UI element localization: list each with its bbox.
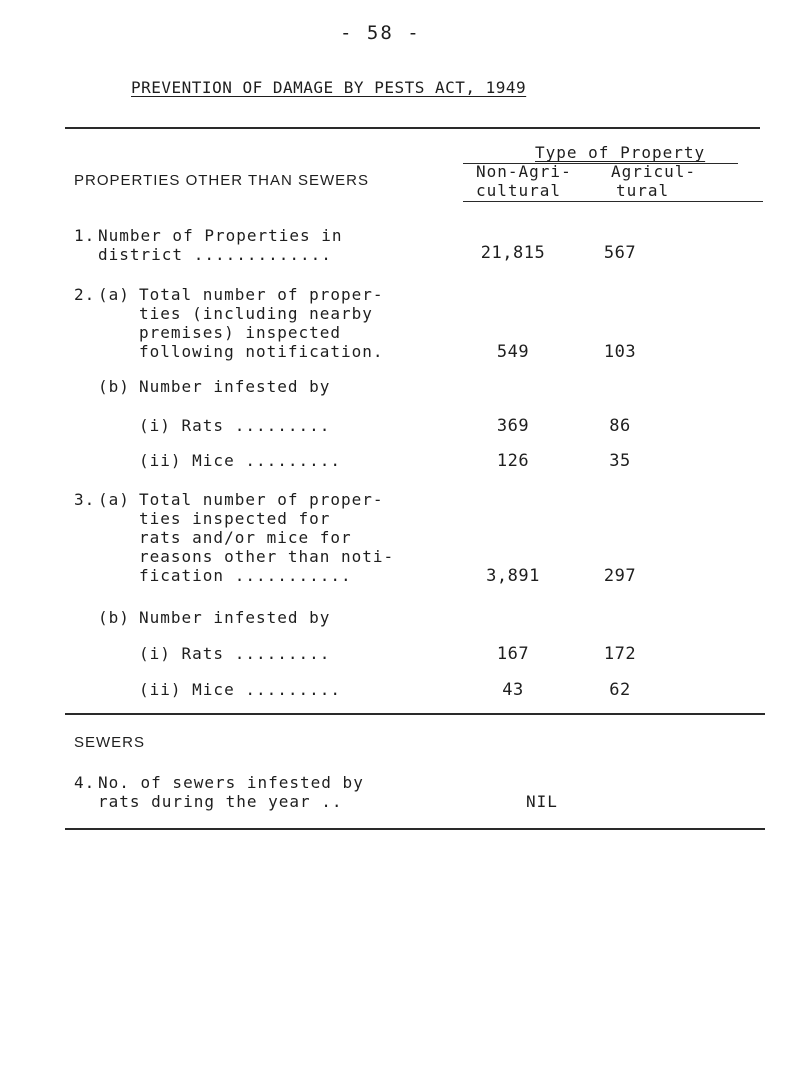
row2a-sub: (a): [98, 285, 130, 304]
row3b-rats-label: (i) Rats .........: [139, 644, 331, 663]
row4-number: 4.: [74, 773, 96, 792]
row3b-mice-label: (ii) Mice .........: [139, 680, 342, 699]
type-of-property-header: Type of Property: [535, 143, 706, 162]
section-heading-properties: PROPERTIES OTHER THAN SEWERS: [74, 172, 369, 189]
section-heading-sewers: SEWERS: [74, 734, 146, 751]
row2b-rats-label: (i) Rats .........: [139, 416, 331, 435]
row2b-rats-non-agri: 369: [496, 416, 530, 436]
column-header-rule: [463, 201, 763, 202]
row2b-label: Number infested by: [139, 377, 331, 396]
row1-label-line2: district .............: [98, 245, 332, 264]
row3b-mice-agri: 62: [609, 680, 631, 700]
row3a-number: 3.: [74, 490, 96, 509]
row3a-label-line5: fication ...........: [139, 566, 352, 585]
row2a-agri-value: 103: [603, 342, 637, 362]
row3b-label: Number infested by: [139, 608, 331, 627]
col-agri-header-1: Agricul-: [611, 162, 697, 181]
middle-rule: [65, 713, 765, 715]
row2a-label-line2: ties (including nearby: [139, 304, 373, 323]
row3b-rats-agri: 172: [603, 644, 637, 664]
row3a-agri-value: 297: [603, 566, 637, 586]
row3a-label-line1: Total number of proper-: [139, 490, 384, 509]
row2b-mice-agri: 35: [609, 451, 631, 471]
row2a-label-line3: premises) inspected: [139, 323, 342, 342]
row3a-sub: (a): [98, 490, 130, 509]
row3b-rats-non-agri: 167: [496, 644, 530, 664]
row1-number: 1.: [74, 226, 96, 245]
row3b-mice-non-agri: 43: [502, 680, 524, 700]
row2b-rats-agri: 86: [609, 416, 631, 436]
row4-value: NIL: [526, 792, 558, 811]
row2a-non-agri-value: 549: [496, 342, 530, 362]
row3a-non-agri-value: 3,891: [486, 566, 540, 586]
bottom-rule: [65, 828, 765, 830]
col-agri-header-2: tural: [616, 181, 670, 200]
row1-non-agri-value: 21,815: [480, 243, 546, 263]
page-number: - 58 -: [340, 22, 421, 44]
row2b-mice-label: (ii) Mice .........: [139, 451, 342, 470]
page-title: PREVENTION OF DAMAGE BY PESTS ACT, 1949: [131, 78, 527, 97]
row3a-label-line4: reasons other than noti-: [139, 547, 395, 566]
row4-label-line1: No. of sewers infested by: [98, 773, 364, 792]
row2a-label-line1: Total number of proper-: [139, 285, 384, 304]
row1-label-line1: Number of Properties in: [98, 226, 343, 245]
row3a-label-line2: ties inspected for: [139, 509, 331, 528]
row2b-mice-non-agri: 126: [496, 451, 530, 471]
row3b-sub: (b): [98, 608, 130, 627]
row4-label-line2: rats during the year ..: [98, 792, 343, 811]
row2a-number: 2.: [74, 285, 96, 304]
col-non-agri-header-2: cultural: [476, 181, 562, 200]
row1-agri-value: 567: [603, 243, 637, 263]
row2b-sub: (b): [98, 377, 130, 396]
col-non-agri-header-1: Non-Agri-: [476, 162, 572, 181]
row2a-label-line4: following notification.: [139, 342, 384, 361]
top-rule: [65, 127, 760, 129]
row3a-label-line3: rats and/or mice for: [139, 528, 352, 547]
